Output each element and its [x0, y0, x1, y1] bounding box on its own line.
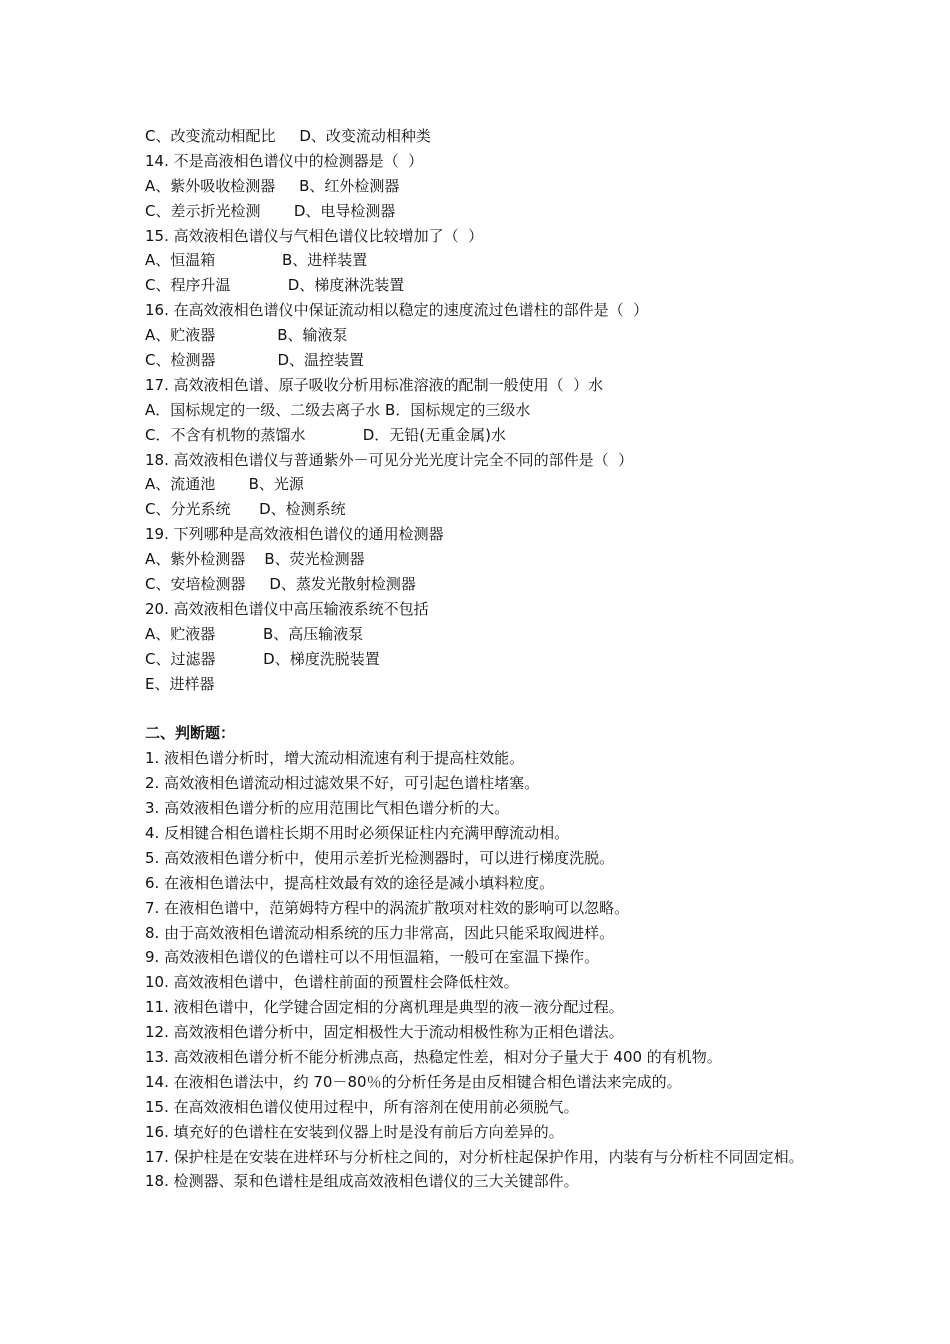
- multiple-choice-section: [145, 124, 825, 696]
- mc-line: C、程序升温 D、梯度淋洗装置: [145, 276, 405, 295]
- mc-line: A、贮液器 B、输液泵: [145, 326, 348, 345]
- tf-item-16: 16. 填充好的色谱柱在安装到仪器上时是没有前后方向差异的。: [145, 1122, 564, 1141]
- mc-question-19: 19. 下列哪种是高效液相色谱仪的通用检测器: [145, 525, 444, 544]
- mc-line: C、过滤器 D、梯度洗脱装置: [145, 649, 380, 668]
- tf-item-3: 3. 高效液相色谱分析的应用范围比气相色谱分析的大。: [145, 799, 510, 818]
- mc-question-14: 14. 不是高液相色谱仪中的检测器是（ ）: [145, 151, 424, 170]
- tf-item-10: 10. 高效液相色谱中，色谱柱前面的预置柱会降低柱效。: [145, 973, 519, 992]
- tf-item-6: 6. 在液相色谱法中，提高柱效最有效的途径是减小填料粒度。: [145, 873, 555, 892]
- section-heading: 二、判断题：: [145, 724, 236, 743]
- mc-line: C．不含有机物的蒸馏水 D．无铅(无重金属)水: [145, 425, 506, 444]
- mc-line: A、贮液器 B、高压输液泵: [145, 624, 364, 643]
- mc-line: C、改变流动相配比 D、改变流动相种类: [145, 127, 431, 145]
- mc-line: E、进样器: [145, 674, 215, 693]
- tf-item-5: 5. 高效液相色谱分析中，使用示差折光检测器时，可以进行梯度洗脱。: [145, 848, 615, 867]
- mc-question-20: 20. 高效液相色谱仪中高压输液系统不包括: [145, 599, 429, 618]
- mc-line: C、检测器 D、温控装置: [145, 351, 365, 370]
- tf-item-9: 9. 高效液相色谱仪的色谱柱可以不用恒温箱，一般可在室温下操作。: [145, 948, 600, 967]
- tf-item-8: 8. 由于高效液相色谱流动相系统的压力非常高，因此只能采取阀进样。: [145, 923, 615, 942]
- document-page: [145, 124, 825, 1194]
- tf-item-18: 18. 检测器、泵和色谱柱是组成高效液相色谱仪的三大关键部件。: [145, 1172, 579, 1191]
- mc-question-18: 18. 高效液相色谱仪与普通紫外－可见分光光度计完全不同的部件是（ ）: [145, 450, 634, 469]
- tf-item-4: 4. 反相键合相色谱柱长期不用时必须保证柱内充满甲醇流动相。: [145, 823, 570, 842]
- mc-line: A、恒温箱 B、进样装置: [145, 251, 368, 270]
- tf-item-13: 13. 高效液相色谱分析不能分析沸点高，热稳定性差，相对分子量大于 400 的有机物。: [145, 1047, 722, 1066]
- mc-question-15: 15. 高效液相色谱仪与气相色谱仪比较增加了（ ）: [145, 226, 484, 245]
- mc-question-16: 16. 在高效液相色谱仪中保证流动相以稳定的速度流过色谱柱的部件是（ ）: [145, 301, 649, 320]
- tf-item-1: 1. 液相色谱分析时，增大流动相流速有利于提高柱效能。: [145, 749, 525, 768]
- mc-line: A、紫外吸收检测器 B、红外检测器: [145, 176, 400, 195]
- mc-line: C、差示折光检测 D、电导检测器: [145, 201, 396, 220]
- true-false-section: [145, 721, 825, 1194]
- mc-question-17: 17. 高效液相色谱、原子吸收分析用标准溶液的配制一般使用（ ）水: [145, 375, 604, 394]
- mc-line: A．国标规定的一级、二级去离子水 B．国标规定的三级水: [145, 400, 531, 419]
- tf-item-12: 12. 高效液相色谱分析中，固定相极性大于流动相极性称为正相色谱法。: [145, 1023, 624, 1042]
- tf-item-17: 17. 保护柱是在安装在进样环与分析柱之间的，对分析柱起保护作用，内装有与分析柱不同固定相。: [145, 1147, 804, 1166]
- section-gap: [145, 696, 825, 721]
- mc-line: A、紫外检测器 B、荧光检测器: [145, 550, 365, 569]
- tf-item-14: 14. 在液相色谱法中，约 70－80％的分析任务是由反相键合相色谱法来完成的。: [145, 1072, 682, 1091]
- mc-line: A、流通池 B、光源: [145, 475, 304, 494]
- mc-line: C、安培检测器 D、蒸发光散射检测器: [145, 575, 416, 594]
- tf-item-7: 7. 在液相色谱中，范第姆特方程中的涡流扩散项对柱效的影响可以忽略。: [145, 898, 630, 917]
- tf-item-2: 2. 高效液相色谱流动相过滤效果不好，可引起色谱柱堵塞。: [145, 774, 540, 793]
- mc-line: C、分光系统 D、检测系统: [145, 500, 346, 519]
- tf-item-15: 15. 在高效液相色谱仪使用过程中，所有溶剂在使用前必须脱气。: [145, 1097, 579, 1116]
- tf-item-11: 11. 液相色谱中，化学键合固定相的分离机理是典型的液－液分配过程。: [145, 998, 624, 1017]
